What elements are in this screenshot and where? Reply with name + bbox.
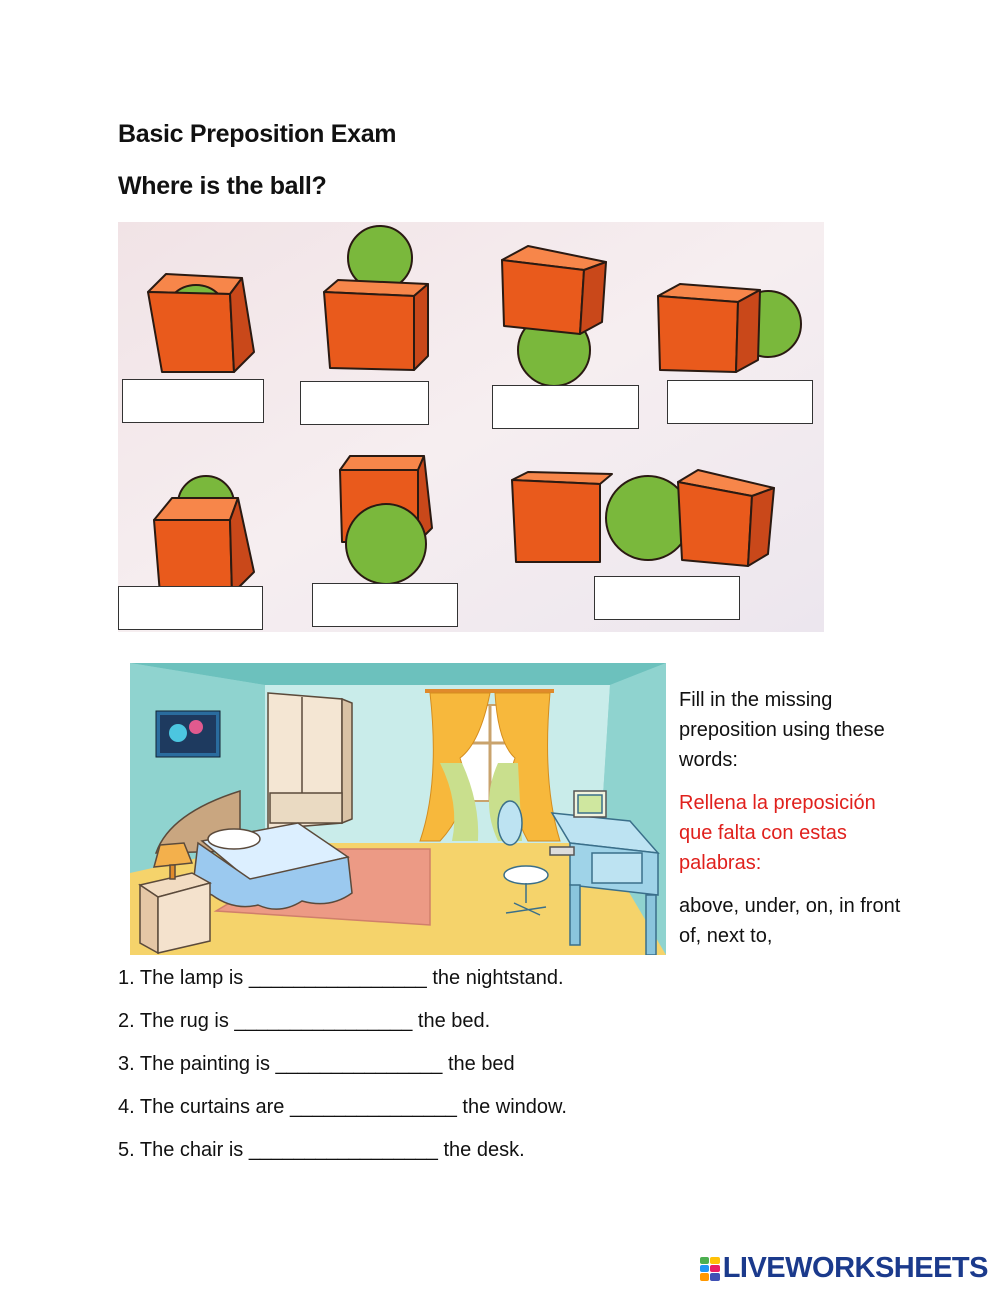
answer-box-3[interactable] xyxy=(492,385,639,429)
sentence-3 xyxy=(118,1053,515,1076)
sentence-before: The rug is xyxy=(139,1010,229,1032)
worksheet-title: Basic Preposition Exam xyxy=(118,120,397,148)
sentence-5 xyxy=(118,1139,525,1162)
sentence-blank[interactable]: ________________ xyxy=(234,1010,413,1032)
sentence-number: 4. xyxy=(118,1096,135,1118)
answer-box-7[interactable] xyxy=(594,576,740,620)
sentence-after: the bed. xyxy=(417,1010,491,1032)
logo-mark-icon xyxy=(700,1257,720,1281)
sentence-number: 3. xyxy=(118,1053,135,1075)
instructions-spanish: Rellena la preposición que falta con estas palabras: xyxy=(679,792,876,874)
sentence-1 xyxy=(118,967,564,990)
instructions-panel xyxy=(679,685,909,964)
answer-box-5[interactable] xyxy=(118,586,263,630)
sentence-before: The chair is xyxy=(139,1139,244,1161)
sentence-after: the desk. xyxy=(443,1139,525,1161)
sentence-before: The painting is xyxy=(139,1053,270,1075)
sentence-after: the bed xyxy=(447,1053,515,1075)
ball-positions-drawing xyxy=(118,222,824,632)
sentence-blank[interactable]: _________________ xyxy=(248,1139,438,1161)
sentence-blank[interactable]: ________________ xyxy=(248,967,427,989)
worksheet-subtitle: Where is the ball? xyxy=(118,172,327,200)
sentence-2 xyxy=(118,1010,490,1033)
answer-box-6[interactable] xyxy=(312,583,458,627)
bedroom-drawing xyxy=(130,663,666,955)
answer-box-4[interactable] xyxy=(667,380,813,424)
sentence-before: The curtains are xyxy=(139,1096,285,1118)
instructions-english: Fill in the missing preposition using these words: xyxy=(679,689,885,771)
sentence-number: 1. xyxy=(118,967,135,989)
sentence-blank[interactable]: _______________ xyxy=(289,1096,457,1118)
sentence-number: 5. xyxy=(118,1139,135,1161)
sentence-blank[interactable]: _______________ xyxy=(275,1053,443,1075)
answer-box-2[interactable] xyxy=(300,381,429,425)
liveworksheets-logo[interactable] xyxy=(700,1252,988,1285)
answer-box-1[interactable] xyxy=(122,379,264,423)
bedroom-illustration xyxy=(130,663,666,955)
logo-text: LIVEWORKSHEETS xyxy=(722,1252,988,1284)
scene-ball-in-front-of-box xyxy=(340,456,432,584)
scene-ball-between-boxes xyxy=(512,470,774,566)
wardrobe xyxy=(268,693,352,829)
sentence-before: The lamp is xyxy=(139,967,244,989)
word-bank: above, under, on, in front of, next to, xyxy=(679,895,901,947)
scene-ball-in-box xyxy=(148,274,254,372)
sentence-after: the window. xyxy=(462,1096,567,1118)
sentence-number: 2. xyxy=(118,1010,135,1032)
ball-positions-illustration xyxy=(118,222,824,632)
sentence-4 xyxy=(118,1096,567,1119)
sentence-after: the nightstand. xyxy=(432,967,564,989)
